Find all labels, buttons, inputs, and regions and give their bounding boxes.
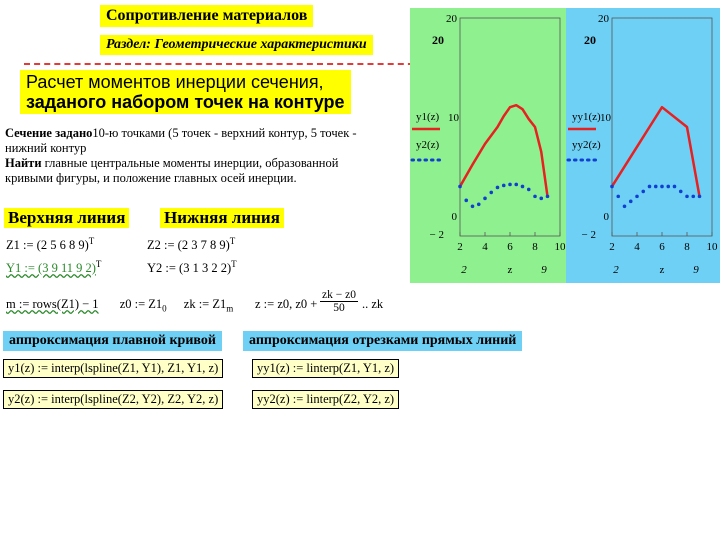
fraction-denominator: 50 [333,302,345,314]
z2-transpose: T [229,236,236,246]
series-point-2 [635,195,639,199]
y2-vector[interactable] [147,259,237,276]
x-tick-label: 10 [706,241,718,253]
legend-label-series2: yy2(z) [572,139,601,151]
x-axis-label: z [659,264,665,276]
z-step-fraction [320,289,358,314]
y-tick-label-top: 20 [598,13,609,25]
desc-line3: главные центральные моменты инерции, образованной [44,156,339,170]
series-point-2 [610,185,614,189]
x-tick-label: 2 [609,241,615,253]
series-point-2 [623,204,627,208]
y-tick-label-min: − 2 [581,229,596,241]
y-max-label: 20 [584,33,596,47]
z2-vector[interactable] [147,236,235,253]
y1-spline-definition[interactable]: y1(z) := interp(lspline(Z1, Y1), Z1, Y1, z) [3,359,223,378]
z2-formula: Z2 := (2 3 7 8 9) [147,238,230,253]
series-point-2 [527,188,531,192]
series-point-2 [483,197,487,201]
y-tick-label-mid: 10 [600,112,611,125]
upper-line-label: Верхняя линия [4,208,129,228]
series-point-2 [648,185,652,189]
y-tick-label-top: 20 [446,13,457,25]
x-tick-label: 8 [532,241,538,253]
problem-description [5,126,400,186]
z-range-definition[interactable] [255,297,317,312]
series-point-2 [660,185,664,189]
series-point-2 [641,190,645,194]
x-tick-label: 10 [554,241,566,253]
page-title: Сопротивление материалов [100,5,313,27]
section-title: Раздел: Геометрические характеристики [100,35,373,55]
linear-approx-label: аппроксимация отрезками прямых линий [243,331,522,351]
series-point-2 [679,190,683,194]
series-point-2 [691,195,695,199]
z0-definition: z0 := Z1 [119,297,163,311]
series-point-2 [502,184,506,188]
y2-spline-definition[interactable]: y2(z) := interp(lspline(Z2, Y2), Z2, Y2, z) [3,390,223,409]
z1-vector[interactable] [6,236,94,253]
series-point-2 [471,204,475,208]
x-range-left-label: 2 [461,264,467,276]
x-tick-label: 4 [482,241,488,253]
main-heading-line2: заданого набором точек на контуре [26,92,345,112]
main-heading [20,70,351,114]
calc-line[interactable] [6,297,233,314]
series-point-2 [464,199,468,203]
y-tick-label-zero: 0 [451,211,457,224]
z0-subscript: 0 [162,303,167,314]
series-point-2 [489,191,493,195]
y-tick-label-mid: 10 [448,112,459,125]
desc-line3-bold: Найти [5,156,42,170]
y-max-label: 20 [432,33,444,47]
series-point-2 [496,186,500,190]
z1-formula: Z1 := (2 5 6 8 9) [6,238,89,253]
x-axis-label: z [507,264,513,276]
chart-smooth-svg [410,8,568,283]
series-point-2 [508,183,512,187]
legend-label-series1: yy1(z) [572,111,601,123]
x-tick-label: 6 [507,241,513,253]
chart-linear-svg [566,8,720,283]
desc-line1-bold: Сечение задано [5,126,93,140]
m-definition: m := rows(Z1) − 1 [6,297,99,311]
series-point-2 [629,200,633,204]
yy1-linear-definition[interactable]: yy1(z) := linterp(Z1, Y1, z) [252,359,399,378]
series-point-2 [616,195,620,199]
desc-line4: кривыми фигуры, и положение главных осей инерции. [5,171,297,185]
lower-line-label: Нижняя линия [160,208,284,228]
series-point-2 [666,185,670,189]
y1-formula: Y1 := (3 9 11 9 2) [6,261,96,276]
series-point-2 [698,195,702,199]
z-range-end: .. zk [362,297,384,311]
series-point-2 [685,195,689,199]
series-point-2 [654,185,658,189]
x-tick-label: 8 [684,241,690,253]
x-range-right-label: 9 [693,264,699,276]
dashed-divider [24,63,424,65]
chart-linear-panel[interactable] [566,8,720,283]
fraction-numerator: zk − z0 [322,289,356,301]
series-point-2 [477,202,481,206]
y1-vector[interactable] [6,259,101,276]
series-point-2 [673,185,677,189]
series-point-2 [546,195,550,199]
series-point-2 [514,183,518,187]
x-range-right-label: 9 [541,264,547,276]
zk-subscript: m [226,303,234,314]
series-point-2 [533,195,537,199]
zk-definition: zk := Z1 [183,297,227,311]
desc-line2: нижний контур [5,141,87,155]
z-definition: z := z0, z0 + [255,297,318,311]
series-point-2 [521,185,525,189]
y-tick-label-min: − 2 [429,229,444,241]
x-tick-label: 2 [457,241,463,253]
legend-label-series1: y1(z) [416,111,440,123]
y-tick-label-zero: 0 [603,211,609,224]
x-range-left-label: 2 [613,264,619,276]
chart-smooth-panel[interactable] [410,8,568,283]
z1-transpose: T [88,236,95,246]
y2-transpose: T [231,259,237,269]
series-point-2 [539,197,543,201]
main-heading-line1: Расчет моментов инерции сечения, [26,72,324,92]
series-point-2 [458,185,462,189]
desc-line1: 10-ю точками (5 точек - верхний контур, 5 точек - [92,126,357,140]
y2-formula: Y2 := (3 1 3 2 2) [147,261,232,276]
y1-transpose: T [95,259,102,269]
x-tick-label: 4 [634,241,640,253]
yy2-linear-definition[interactable]: yy2(z) := linterp(Z2, Y2, z) [252,390,399,409]
smooth-approx-label: аппроксимация плавной кривой [3,331,222,351]
legend-label-series2: y2(z) [416,139,440,151]
x-tick-label: 6 [659,241,665,253]
